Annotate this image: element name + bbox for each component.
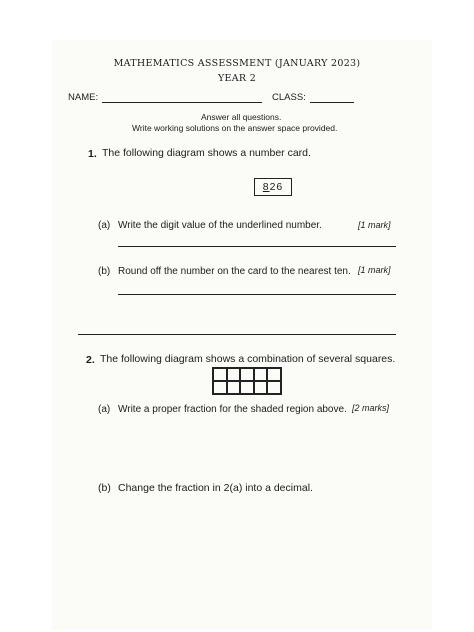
q1b-text: Round off the number on the card to the nearest ten. bbox=[118, 266, 351, 277]
name-label: NAME: bbox=[68, 92, 99, 103]
card-digit: 6 bbox=[276, 181, 284, 193]
grid-square bbox=[267, 368, 281, 381]
q1a-text: Write the digit value of the underlined number. bbox=[118, 220, 322, 231]
q2b-label: (b) bbox=[98, 482, 111, 494]
q1b-answer-line[interactable] bbox=[118, 294, 396, 295]
q1-prompt: The following diagram shows a number card. bbox=[102, 147, 311, 159]
grid-square bbox=[240, 381, 254, 394]
number-card bbox=[254, 178, 292, 196]
q1b-label: (b) bbox=[98, 266, 111, 277]
q1-number: 1. bbox=[88, 148, 97, 160]
grid-square bbox=[254, 368, 268, 381]
card-digit: 2 bbox=[269, 181, 277, 193]
q2-prompt: The following diagram shows a combination of several squares. bbox=[100, 353, 396, 365]
grid-square bbox=[227, 381, 241, 394]
grid-square bbox=[267, 381, 281, 394]
q2a-mark: [2 marks] bbox=[352, 403, 390, 413]
grid-square bbox=[213, 381, 227, 394]
assessment-title: MATHEMATICS ASSESSMENT (JANUARY 2023) bbox=[113, 58, 361, 69]
grid-square bbox=[240, 368, 254, 381]
class-field[interactable] bbox=[310, 102, 354, 103]
q2a-label: (a) bbox=[98, 404, 111, 415]
name-field[interactable] bbox=[102, 102, 262, 103]
q1a-mark: [1 mark] bbox=[358, 220, 391, 230]
q2-number: 2. bbox=[86, 354, 95, 366]
instructions-line-1: Answer all questions. bbox=[201, 112, 282, 122]
grid-square bbox=[213, 368, 227, 381]
grid-square bbox=[254, 381, 268, 394]
q2b-text: Change the fraction in 2(a) into a decimal. bbox=[118, 482, 313, 494]
card-digit-underlined: 8 bbox=[262, 181, 270, 193]
grid-square bbox=[227, 368, 241, 381]
class-label: CLASS: bbox=[272, 92, 306, 103]
instructions-line-2: Write working solutions on the answer space provided. bbox=[132, 123, 338, 133]
q2a-text: Write a proper fraction for the shaded region above. bbox=[118, 404, 347, 415]
q1b-answer-line[interactable] bbox=[78, 334, 396, 335]
squares-diagram bbox=[212, 367, 282, 395]
q1b-mark: [1 mark] bbox=[358, 265, 391, 275]
year-label: YEAR 2 bbox=[217, 73, 257, 84]
q1a-label: (a) bbox=[98, 220, 111, 231]
q1a-answer-line[interactable] bbox=[118, 246, 396, 247]
